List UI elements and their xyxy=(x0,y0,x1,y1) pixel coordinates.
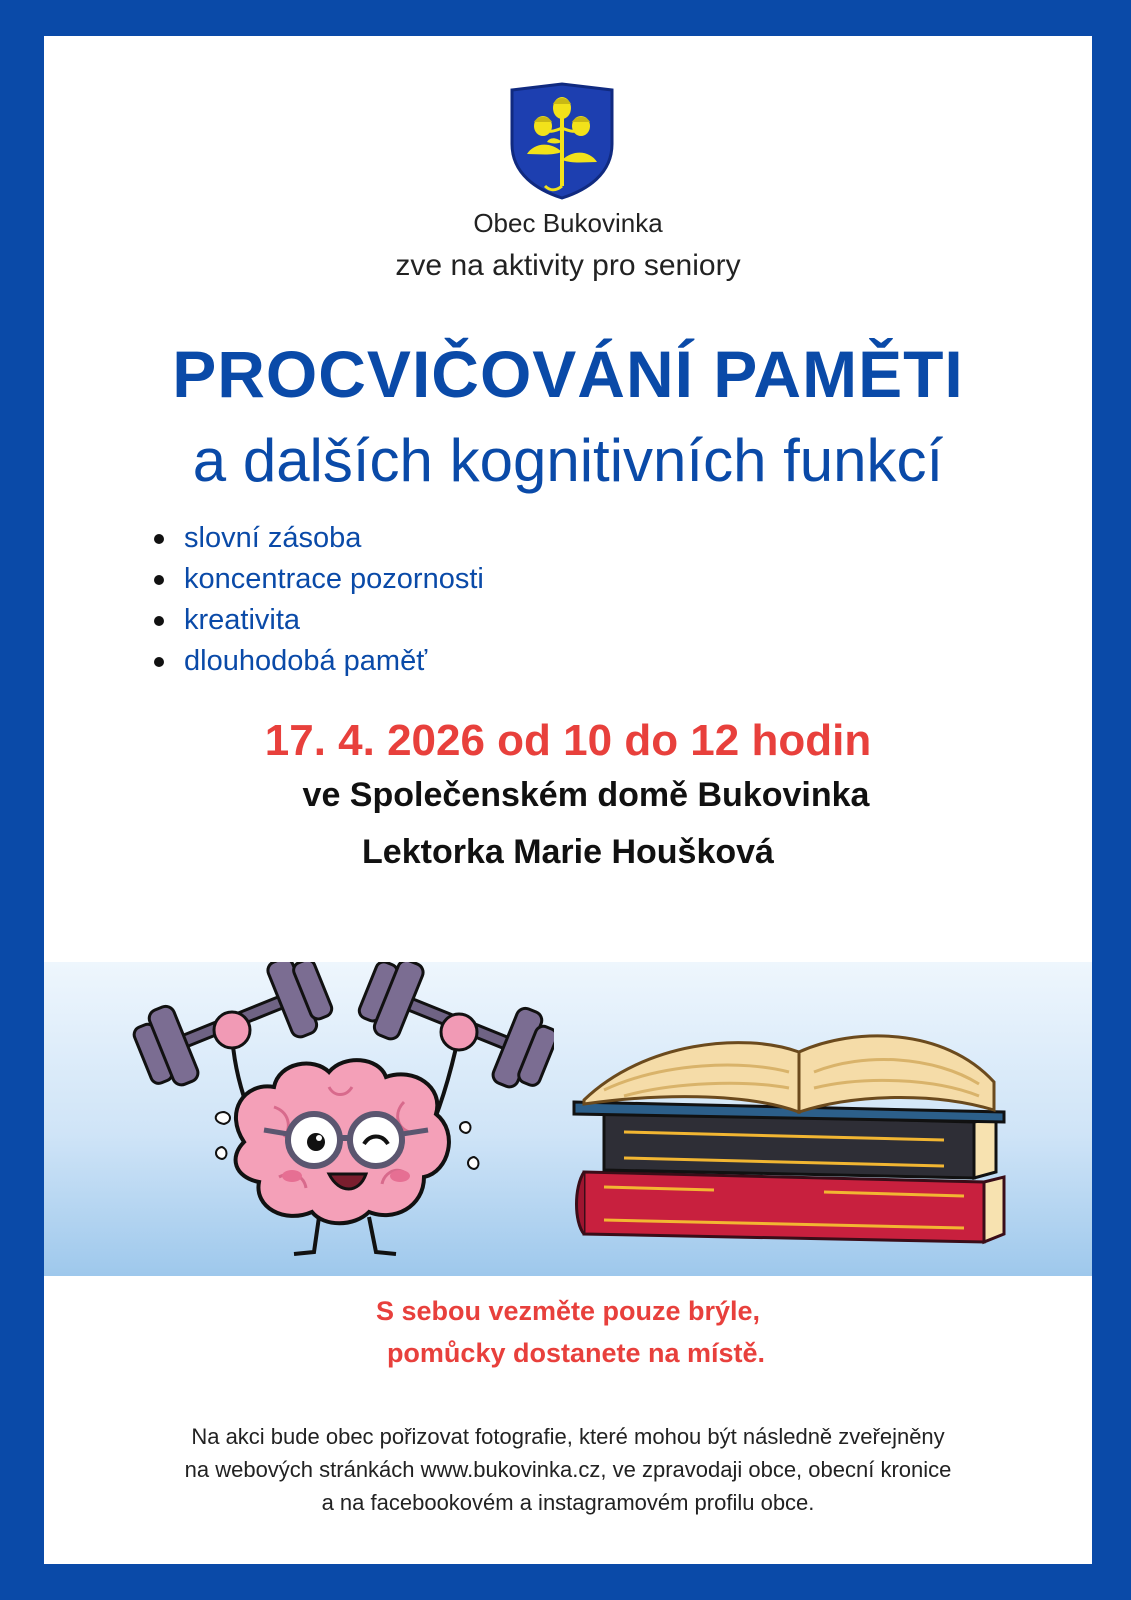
poster-title: PROCVIČOVÁNÍ PAMĚTI xyxy=(172,337,964,411)
topic-label: slovní zásoba xyxy=(184,522,362,554)
topic-label: dlouhodobá paměť xyxy=(184,645,428,677)
municipal-crest-icon xyxy=(509,82,615,200)
brain-lifting-dumbbells-illustration xyxy=(114,962,554,1262)
bullet-icon xyxy=(154,534,164,544)
poster-subtitle: a dalších kognitivních funkcí xyxy=(192,427,944,494)
topic-list xyxy=(154,518,484,682)
topic-label: koncentrace pozornosti xyxy=(184,563,484,595)
bring-note-line1: S sebou vezměte pouze brýle, xyxy=(375,1296,761,1326)
invite-line: zve na aktivity pro seniory xyxy=(395,249,741,282)
poster-sheet xyxy=(44,36,1092,1564)
event-date-time: 17. 4. 2026 od 10 do 12 hodin xyxy=(264,716,872,765)
list-item xyxy=(154,559,484,600)
organizer-name: Obec Bukovinka xyxy=(473,208,663,238)
list-item xyxy=(154,641,484,682)
disclaimer-line: na webových stránkách www.bukovinka.cz, ve zpravodaji obce, obecní kronice xyxy=(184,1457,952,1482)
bullet-icon xyxy=(154,616,164,626)
bring-note-line2: pomůcky dostanete na místě. xyxy=(386,1338,766,1368)
event-lecturer: Lektorka Marie Houšková xyxy=(362,833,774,871)
list-item xyxy=(154,518,484,559)
disclaimer-line: a na facebookovém a instagramovém profilu obce. xyxy=(321,1490,815,1515)
list-item xyxy=(154,600,484,641)
bullet-icon xyxy=(154,575,164,585)
topic-label: kreativita xyxy=(184,604,301,636)
stack-of-books-illustration xyxy=(564,972,1034,1262)
event-venue: ve Společenském domě Bukovinka xyxy=(302,776,870,814)
disclaimer-line: Na akci bude obec pořizovat fotografie, které mohou být následně zveřejněny xyxy=(191,1424,945,1449)
photo-disclaimer xyxy=(104,1420,1032,1519)
bullet-icon xyxy=(154,657,164,667)
